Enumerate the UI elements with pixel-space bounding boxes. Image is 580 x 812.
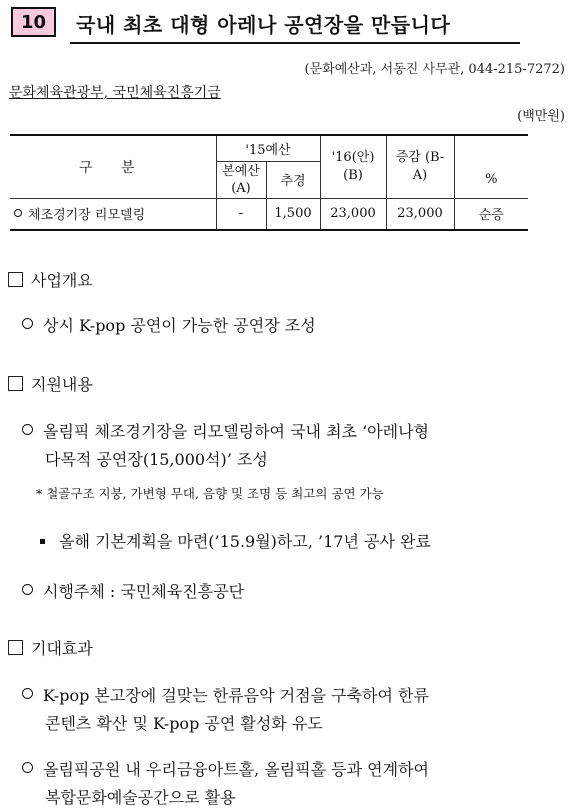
section-overview-title bbox=[8, 268, 93, 291]
effect-item-1 bbox=[22, 682, 429, 738]
circle-bullet-icon bbox=[22, 318, 33, 329]
header-base-text: 본예산 (A) bbox=[222, 163, 260, 196]
circle-bullet-icon bbox=[22, 424, 33, 435]
row-name-text: 체조경기장 리모델링 bbox=[28, 208, 146, 224]
checkbox-square-icon bbox=[8, 640, 23, 655]
row-supp: 1,500 bbox=[266, 198, 320, 230]
section-effect-title bbox=[8, 636, 93, 659]
header-2016 bbox=[320, 135, 386, 198]
support-item-line2: 다목적 공연장(15,000석)’ 조성 bbox=[45, 450, 268, 469]
circle-bullet-icon bbox=[22, 584, 33, 595]
header-category: 구 분 bbox=[10, 135, 216, 198]
support-exec bbox=[22, 578, 244, 606]
effect-item-1-line2: 콘텐츠 확산 및 K-pop 공연 활성화 유도 bbox=[45, 714, 323, 733]
header-base-budget bbox=[216, 161, 266, 198]
unit-label: (백만원) bbox=[517, 109, 565, 124]
square-bullet-icon bbox=[40, 539, 45, 544]
overview-item-text: 상시 K-pop 공연이 가능한 공연장 조성 bbox=[43, 316, 316, 335]
row-change: 23,000 bbox=[386, 198, 454, 230]
row-2016: 23,000 bbox=[320, 198, 386, 230]
checkbox-square-icon bbox=[8, 376, 23, 391]
ministry-fund: 문화체육관광부, 국민체육진흥기금 bbox=[9, 85, 221, 101]
overview-title-text: 사업개요 bbox=[31, 271, 93, 290]
support-item-line1: 올림픽 체조경기장을 리모델링하여 국내 최초 ‘아레나형 bbox=[43, 422, 430, 441]
section-number-badge: 10 bbox=[11, 7, 56, 37]
header-2016-text: '16(안) (B) bbox=[331, 149, 375, 183]
header-2015-budget: '15예산 bbox=[216, 135, 320, 161]
support-sub-text: 올해 기본계획을 마련(’15.9월)하고, ’17년 공사 완료 bbox=[59, 532, 431, 551]
header-pct: % bbox=[454, 161, 528, 198]
header-pct-top bbox=[454, 135, 528, 161]
row-base: - bbox=[216, 198, 266, 230]
support-note: * 철골구조 지붕, 가변형 무대, 음향 및 조명 등 최고의 공연 가능 bbox=[36, 486, 384, 501]
page-title: 국내 최초 대형 아레나 공연장을 만듭니다 bbox=[76, 13, 451, 37]
support-title-text: 지원내용 bbox=[31, 375, 93, 394]
circle-bullet-icon bbox=[22, 688, 33, 699]
effect-item-2 bbox=[22, 756, 429, 812]
title-underline bbox=[70, 42, 520, 44]
section-support-title bbox=[8, 372, 93, 395]
header-change bbox=[386, 135, 454, 198]
support-item bbox=[22, 418, 429, 474]
budget-table bbox=[10, 134, 528, 231]
overview-item bbox=[22, 312, 316, 340]
checkbox-square-icon bbox=[8, 272, 23, 287]
circle-bullet-icon bbox=[14, 209, 22, 217]
row-pct: 순증 bbox=[454, 198, 528, 230]
effect-item-1-line1: K-pop 본고장에 걸맞는 한류음악 거점을 구축하여 한류 bbox=[43, 686, 429, 705]
circle-bullet-icon bbox=[22, 762, 33, 773]
header-supplementary: 추경 bbox=[266, 161, 320, 198]
effect-item-2-line2: 복합문화예술공간으로 활용 bbox=[45, 788, 236, 807]
support-exec-text: 시행주체 : 국민체육진흥공단 bbox=[43, 582, 245, 601]
support-sub-item bbox=[40, 528, 431, 556]
header-change-text: 증감 (B-A) bbox=[395, 149, 445, 183]
row-name bbox=[10, 198, 216, 230]
effect-item-2-line1: 올림픽공원 내 우리금융아트홀, 올림픽홀 등과 연계하여 bbox=[43, 760, 430, 779]
effect-title-text: 기대효과 bbox=[31, 639, 93, 658]
contact-info: (문화예산과, 서동진 사무관, 044-215-7272) bbox=[304, 62, 565, 77]
